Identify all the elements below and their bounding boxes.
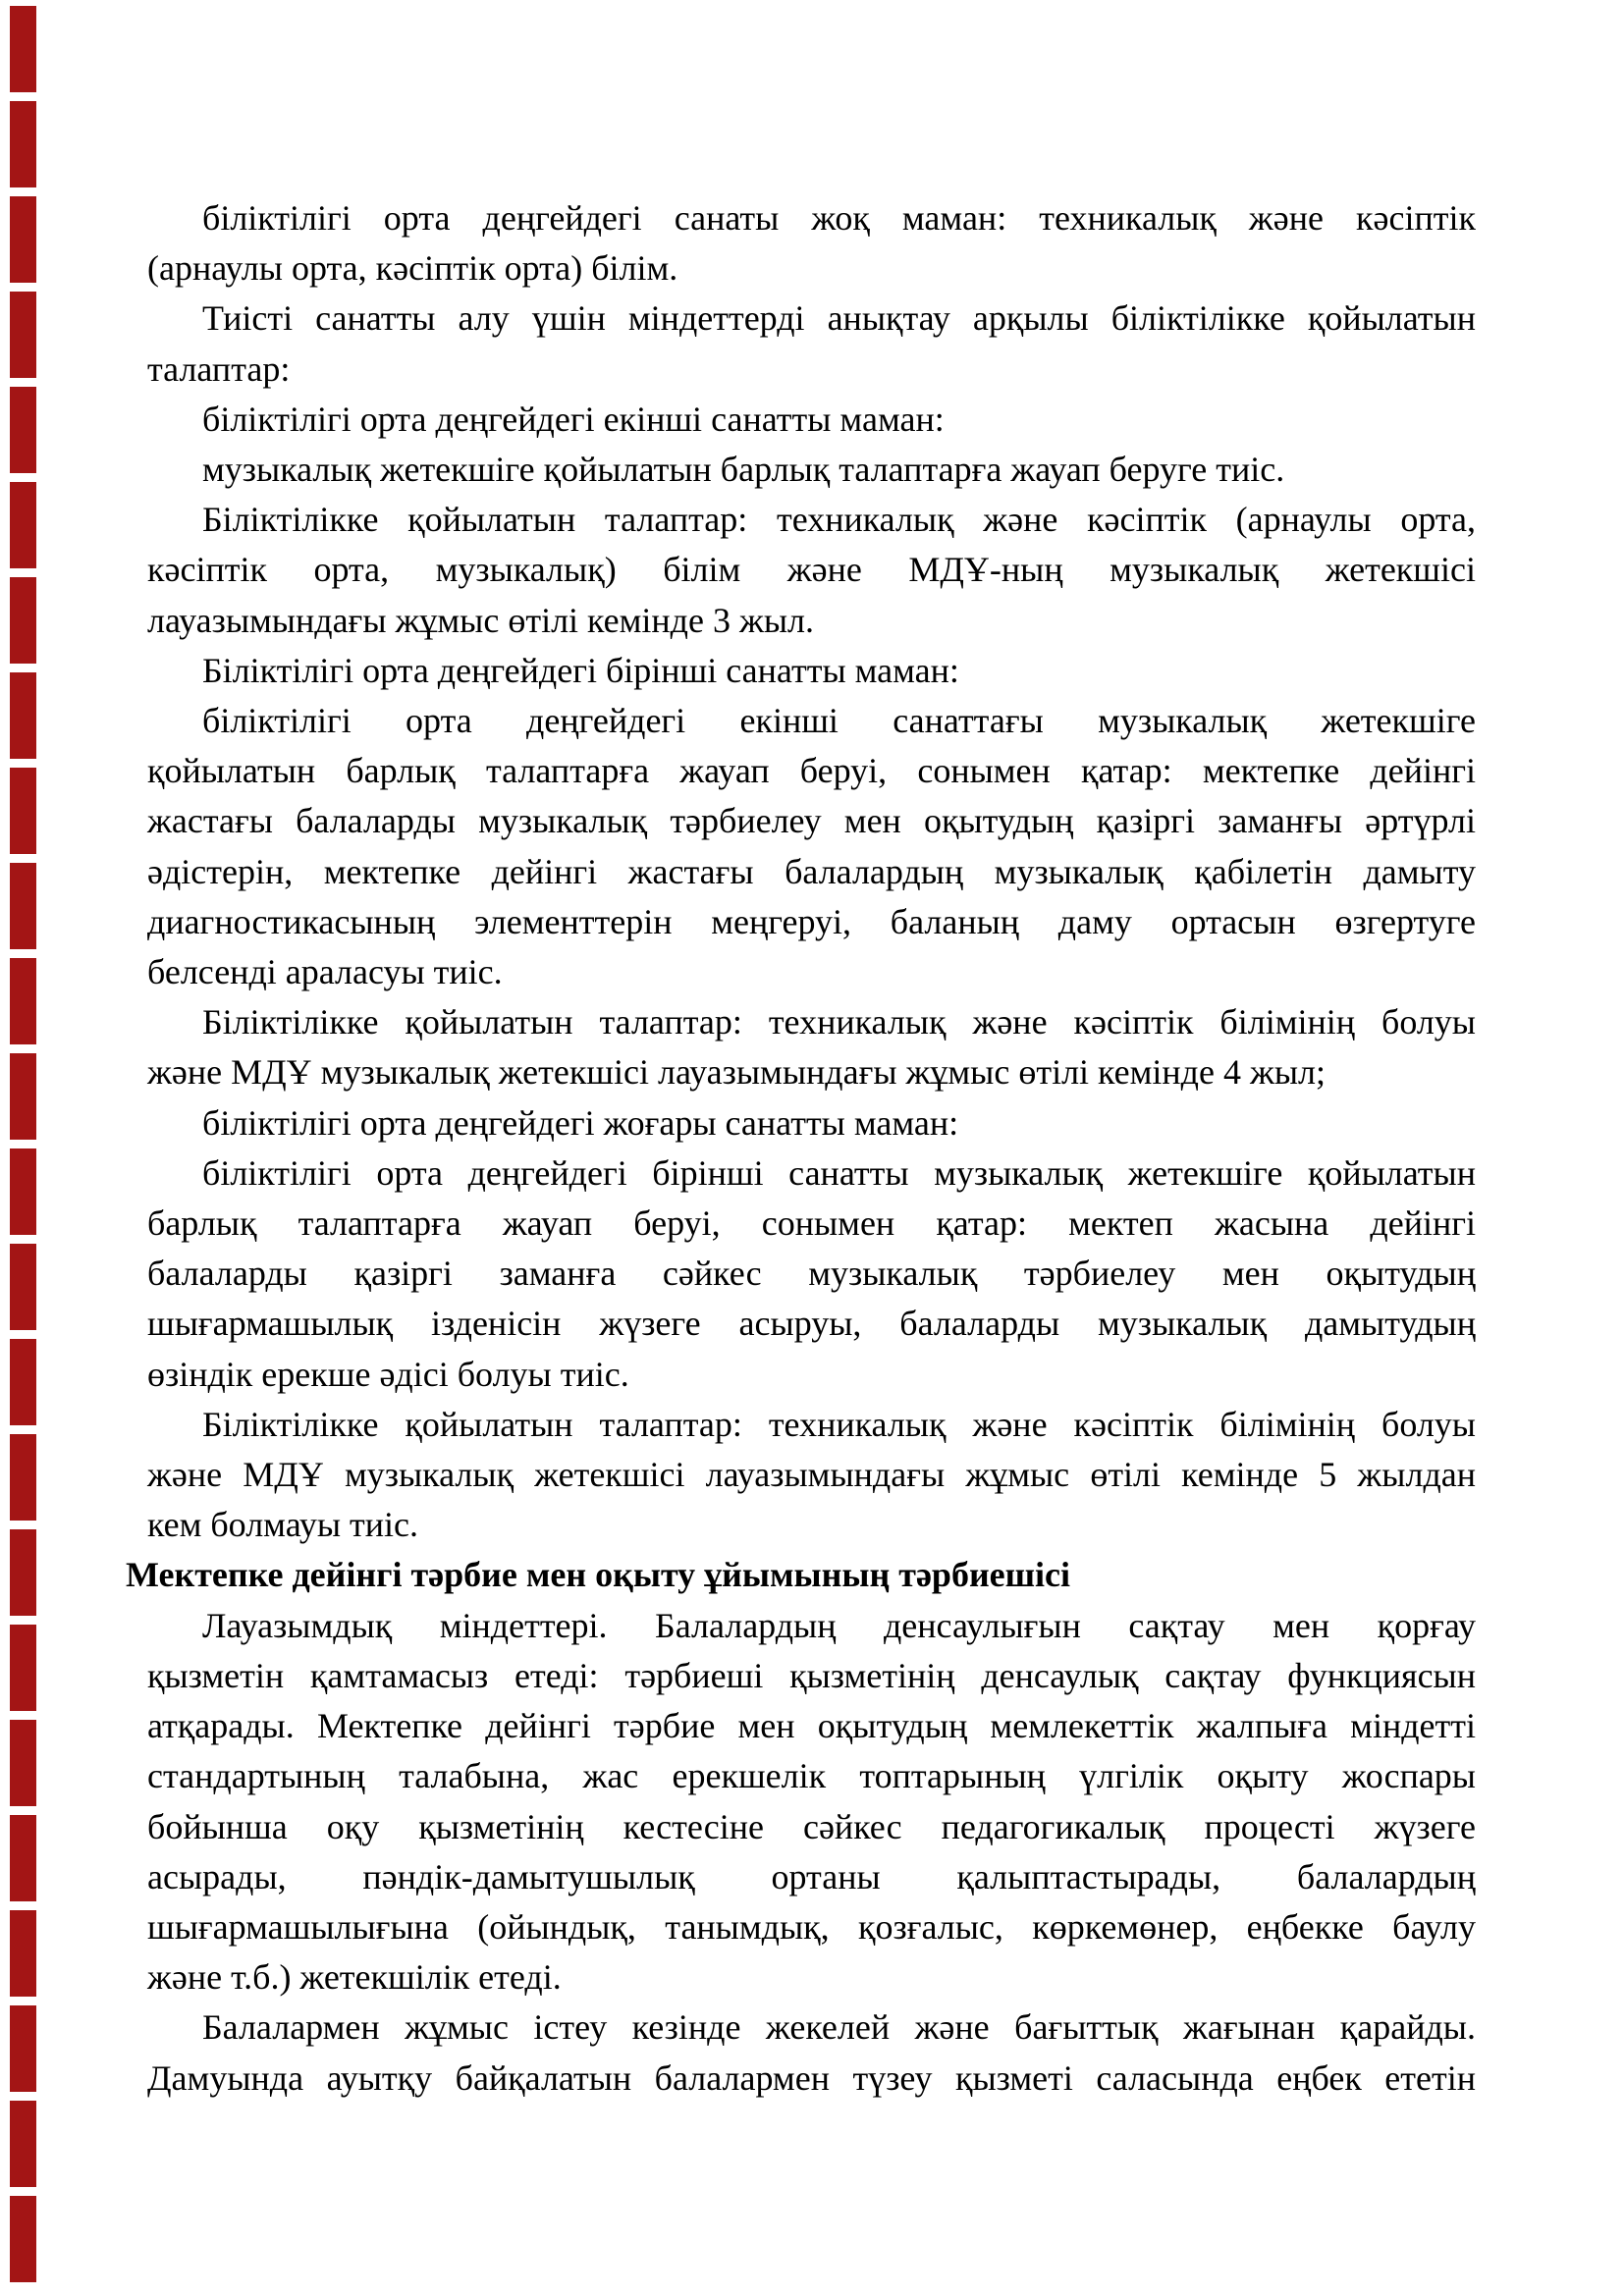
paragraph	[147, 445, 1476, 495]
text-line: және т.б.) жетекшілік етеді.	[147, 1957, 562, 1998]
text-line: белсенді араласуы тиіс.	[147, 952, 503, 992]
text-line: Біліктілікке қойылатын талаптар: техникалық және кәсіптік білімінің болуы	[202, 1002, 1476, 1042]
text-line: кем болмауы тиіс.	[147, 1505, 419, 1545]
text-line: Біліктілікке қойылатын талаптар: техникалық және кәсіптік білімінің болуы	[202, 1404, 1476, 1444]
text-line: әдістерін, мектепке дейінгі жастағы балалардың музыкалық қабілетін дамыту	[147, 851, 1476, 891]
text-line: талаптар:	[147, 348, 291, 389]
text-line: Балалармен жұмыс істеу кезінде жекелей және бағыттық жағынан қарайды.	[202, 2007, 1476, 2048]
text-line: балаларды қазіргі заманға сәйкес музыкалық тәрбиелеу мен оқытудың	[147, 1254, 1476, 1294]
text-line: шығармашылығына (ойындық, танымдық, қозғалыс, көркемөнер, еңбекке баулу	[147, 1906, 1476, 1947]
paragraph	[147, 696, 1476, 997]
text-line: Тиісті санатты алу үшін міндеттерді анықтау арқылы біліктілікке қойылатын	[202, 298, 1476, 339]
paragraph	[147, 294, 1476, 394]
text-line: жастағы балаларды музыкалық тәрбиелеу мен оқытудың қазіргі заманғы әртүрлі	[147, 801, 1476, 841]
text-line: біліктілігі орта деңгейдегі жоғары санатты маман:	[202, 1102, 959, 1143]
text-line: стандартының талабына, жас ерекшелік топтарының үлгілік оқыту жоспары	[147, 1756, 1476, 1796]
text-line: кәсіптік орта, музыкалық) білім және МДҰ-ның музыкалық жетекшісі	[147, 550, 1476, 590]
paragraph	[147, 646, 1476, 696]
text-line: және МДҰ музыкалық жетекшісі лауазымындағы жұмыс өтілі кемінде 5 жылдан	[147, 1455, 1476, 1495]
text-line: барлық талаптарға жауап беруі, сонымен қатар: мектеп жасына дейінгі	[147, 1203, 1476, 1244]
text-line: біліктілігі орта деңгейдегі санаты жоқ маман: техникалық және кәсіптік	[202, 198, 1476, 238]
text-line: қойылатын барлық талаптарға жауап беруі, сонымен қатар: мектепке дейінгі	[147, 751, 1476, 791]
text-line: диагностикасының элементтерін меңгеруі, баланың даму ортасын өзгертуге	[147, 901, 1476, 941]
section-heading	[126, 1550, 1476, 1600]
text-line: Мектепке дейінгі тәрбие мен оқыту ұйымының тәрбиешісі	[126, 1555, 1071, 1595]
paragraph	[147, 1601, 1476, 2003]
text-line: біліктілігі орта деңгейдегі екінші санаттағы музыкалық жетекшіге	[202, 701, 1476, 741]
text-line: музыкалық жетекшіге қойылатын барлық талаптарға жауап беруге тиіс.	[202, 450, 1285, 490]
text-line: қызметін қамтамасыз етеді: тәрбиеші қызметінің денсаулық сақтау функциясын	[147, 1655, 1476, 1695]
paragraph	[147, 997, 1476, 1097]
text-line: Дамуында ауытқу байқалатын балалармен түзеу қызметі саласында еңбек ететін	[147, 2057, 1476, 2098]
paragraph	[147, 2002, 1476, 2103]
document-content	[126, 193, 1476, 2104]
paragraph	[147, 1400, 1476, 1551]
text-line: және МДҰ музыкалық жетекшісі лауазымындағы жұмыс өтілі кемінде 4 жыл;	[147, 1052, 1326, 1093]
text-line: Біліктілігі орта деңгейдегі бірінші санатты маман:	[202, 650, 959, 690]
text-line: біліктілігі орта деңгейдегі бірінші санатты музыкалық жетекшіге қойылатын	[202, 1152, 1476, 1193]
text-line: бойынша оқу қызметінің кестесіне сәйкес педагогикалық процесті жүзеге	[147, 1806, 1476, 1846]
paragraph	[147, 193, 1476, 294]
text-line: (арнаулы орта, кәсіптік орта) білім.	[147, 248, 678, 289]
text-line: шығармашылық ізденісін жүзеге асыруы, балаларды музыкалық дамытудың	[147, 1304, 1476, 1344]
text-line: Лауазымдық міндеттері. Балалардың денсаулығын сақтау мен қорғау	[202, 1605, 1476, 1645]
paragraph	[147, 1098, 1476, 1148]
text-line: біліктілігі орта деңгейдегі екінші санатты маман:	[202, 399, 945, 439]
paragraph	[147, 1148, 1476, 1400]
text-line: Біліктілікке қойылатын талаптар: техникалық және кәсіптік (арнаулы орта,	[202, 500, 1476, 540]
paragraph	[147, 495, 1476, 646]
revision-change-bar	[10, 6, 36, 2290]
text-line: өзіндік ерекше әдісі болуы тиіс.	[147, 1354, 629, 1394]
text-line: асырады, пәндік-дамытушылық ортаны қалыптастырады, балалардың	[147, 1856, 1476, 1896]
text-line: атқарады. Мектепке дейінгі тәрбие мен оқытудың мемлекеттік жалпыға міндетті	[147, 1706, 1476, 1746]
text-line: лауазымындағы жұмыс өтілі кемінде 3 жыл.	[147, 600, 814, 640]
paragraph	[147, 395, 1476, 445]
